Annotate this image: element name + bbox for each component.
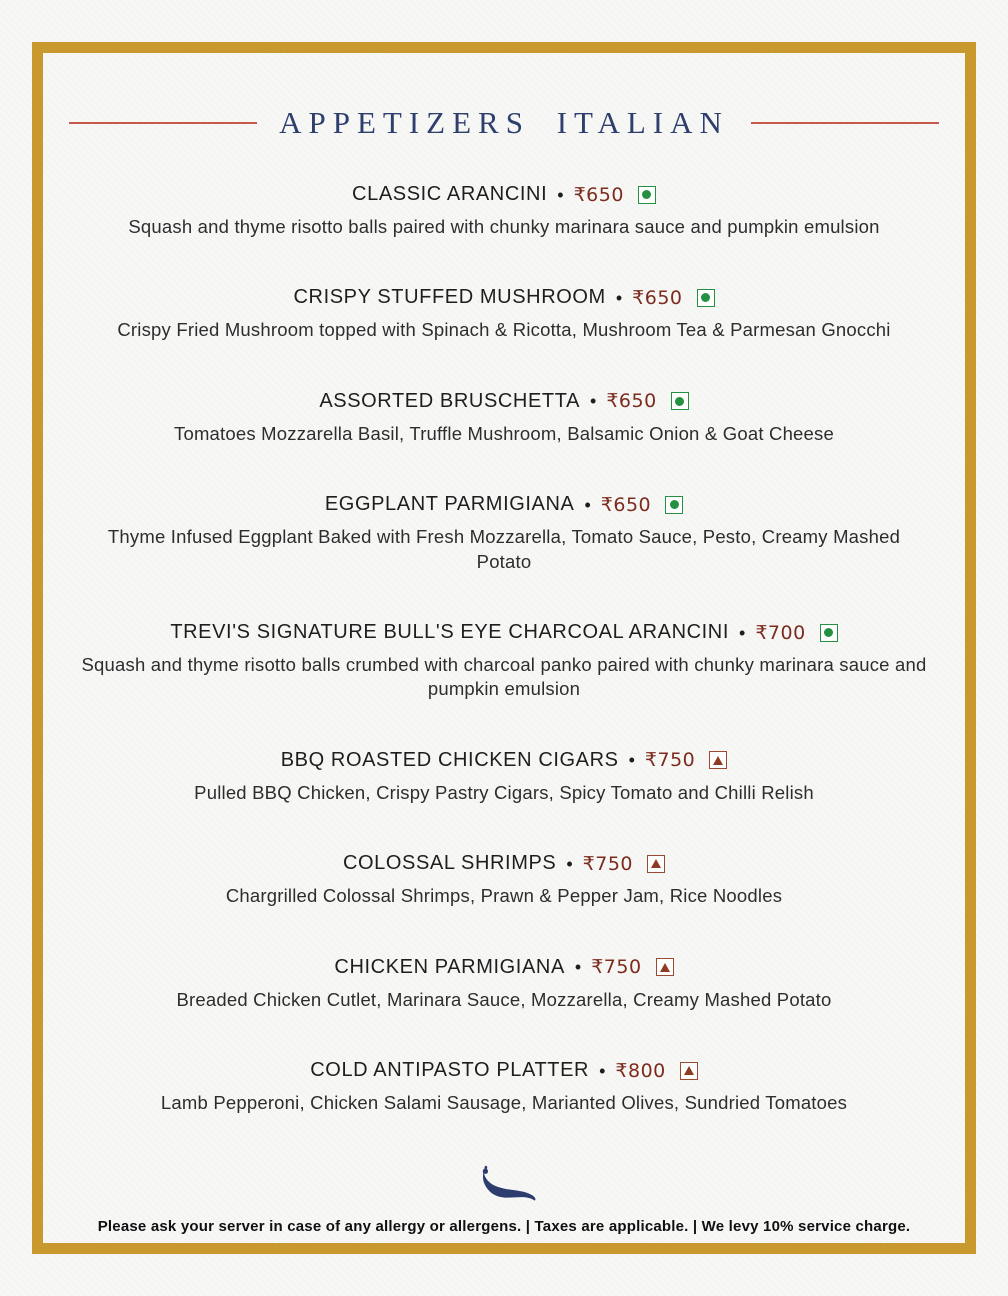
peacock-logo-icon xyxy=(465,1162,543,1208)
item-header xyxy=(44,183,964,206)
menu-item-assorted-bruschetta xyxy=(44,390,964,446)
veg-indicator-icon xyxy=(671,392,689,410)
item-price: ₹650 xyxy=(600,493,652,516)
item-name: COLD ANTIPASTO PLATTER xyxy=(310,1059,590,1082)
bullet-separator: • xyxy=(584,494,591,515)
item-description: Thyme Infused Eggplant Baked with Fresh Mozzarella, Tomato Sauce, Pesto, Creamy Mashed Potato xyxy=(107,526,901,572)
item-price: ₹750 xyxy=(644,749,696,772)
menu-content xyxy=(44,53,964,1242)
page-title: APPETIZERS ITALIAN xyxy=(279,105,729,140)
menu-item-crispy-stuffed-mushroom xyxy=(44,286,964,342)
non-veg-indicator-icon xyxy=(656,958,674,976)
item-price: ₹750 xyxy=(582,852,634,875)
item-header xyxy=(44,493,964,516)
item-description: Squash and thyme risotto balls crumbed with charcoal panko paired with chunky marinara sauce and pumpkin emulsion xyxy=(81,654,927,700)
item-name: CHICKEN PARMIGIANA xyxy=(334,955,565,978)
bullet-separator: • xyxy=(628,750,635,771)
item-header xyxy=(44,749,964,772)
item-header xyxy=(44,1059,964,1082)
menu-item-eggplant-parmigiana xyxy=(44,493,964,574)
item-description: Squash and thyme risotto balls paired with chunky marinara sauce and pumpkin emulsion xyxy=(128,216,880,237)
non-veg-indicator-icon xyxy=(709,751,727,769)
title-rule-right xyxy=(751,122,939,124)
item-header xyxy=(44,956,964,979)
bullet-separator: • xyxy=(615,287,623,308)
item-name: TREVI'S SIGNATURE BULL'S EYE CHARCOAL ARANCINI xyxy=(170,621,730,644)
non-veg-indicator-icon xyxy=(680,1062,698,1080)
menu-footer xyxy=(44,1162,964,1242)
item-price: ₹800 xyxy=(615,1059,666,1082)
menu-item-cold-antipasto-platter xyxy=(44,1059,964,1115)
item-name: CLASSIC ARANCINI xyxy=(352,183,548,205)
bullet-separator: • xyxy=(599,1060,606,1081)
bullet-separator: • xyxy=(590,391,597,412)
veg-indicator-icon xyxy=(638,186,656,204)
footer-note: Please ask your server in case of any allergy or allergens. | Taxes are applicable. | We levy 10% service charge. xyxy=(97,1218,911,1236)
bullet-separator: • xyxy=(566,853,573,874)
bullet-separator: • xyxy=(557,184,564,205)
veg-indicator-icon xyxy=(665,496,683,514)
item-description: Pulled BBQ Chicken, Crispy Pastry Cigars, Spicy Tomato and Chilli Relish xyxy=(194,781,814,803)
menu-list xyxy=(44,183,964,1162)
non-veg-indicator-icon xyxy=(647,855,665,873)
item-name: CRISPY STUFFED MUSHROOM xyxy=(293,286,606,309)
item-description: Lamb Pepperoni, Chicken Salami Sausage, Marianted Olives, Sundried Tomatoes xyxy=(160,1092,848,1114)
menu-item-trevis-signature-charcoal-arancini xyxy=(44,621,964,702)
item-header xyxy=(44,621,964,644)
section-header xyxy=(69,105,939,141)
item-description: Chargrilled Colossal Shrimps, Prawn & Pepper Jam, Rice Noodles xyxy=(225,885,783,907)
item-price: ₹650 xyxy=(606,390,657,413)
item-name: COLOSSAL SHRIMPS xyxy=(342,852,557,875)
veg-indicator-icon xyxy=(820,624,838,642)
item-price: ₹750 xyxy=(591,956,642,979)
item-price: ₹650 xyxy=(632,286,683,309)
item-price: ₹700 xyxy=(755,621,806,644)
menu-item-bbq-roasted-chicken-cigars xyxy=(44,749,964,805)
item-description: Breaded Chicken Cutlet, Marinara Sauce, Mozzarella, Creamy Mashed Potato xyxy=(176,988,832,1010)
menu-item-colossal-shrimps xyxy=(44,852,964,908)
item-name: ASSORTED BRUSCHETTA xyxy=(319,389,581,412)
item-price: ₹650 xyxy=(573,183,624,206)
item-description: Tomatoes Mozzarella Basil, Truffle Mushroom, Balsamic Onion & Goat Cheese xyxy=(174,422,834,444)
veg-indicator-icon xyxy=(697,289,715,307)
item-header xyxy=(44,286,964,309)
menu-item-chicken-parmigiana xyxy=(44,956,964,1012)
item-header xyxy=(44,390,964,413)
menu-item-classic-arancini xyxy=(44,183,964,239)
bullet-separator: • xyxy=(739,622,746,643)
title-rule-left xyxy=(69,122,257,124)
item-description: Crispy Fried Mushroom topped with Spinach & Ricotta, Mushroom Tea & Parmesan Gnocchi xyxy=(117,319,891,341)
item-name: EGGPLANT PARMIGIANA xyxy=(324,493,575,516)
item-name: BBQ ROASTED CHICKEN CIGARS xyxy=(280,748,619,771)
bullet-separator: • xyxy=(574,957,582,978)
item-header xyxy=(44,852,964,875)
